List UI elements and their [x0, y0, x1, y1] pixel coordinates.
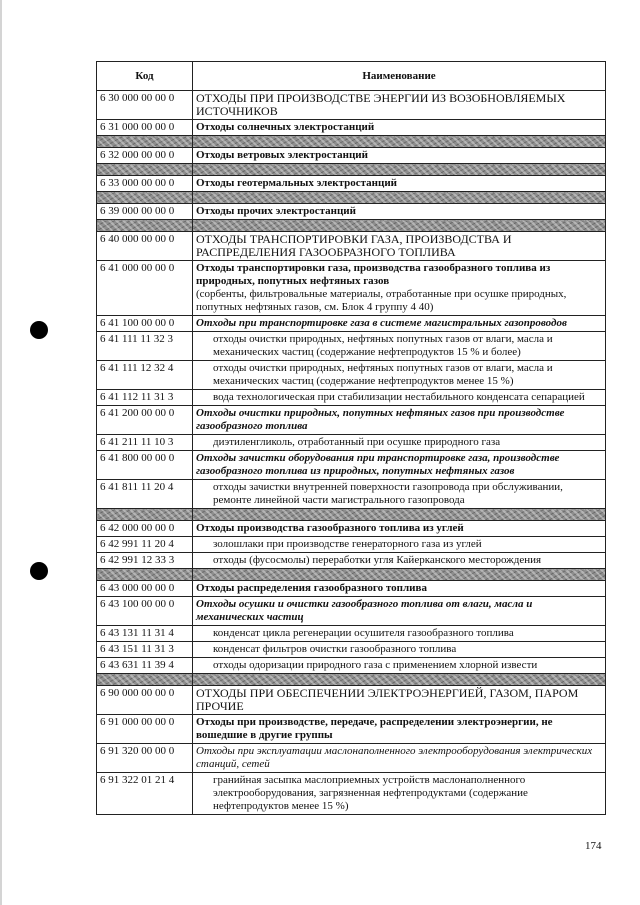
row-name: конденсат цикла регенерации осушителя газообразного топлива — [193, 626, 606, 642]
row-code: 6 91 320 00 00 0 — [97, 744, 193, 773]
table-row — [97, 148, 606, 164]
row-code: 6 31 000 00 00 0 — [97, 120, 193, 136]
table-row — [97, 204, 606, 220]
row-name: Отходы солнечных электростанций — [193, 120, 606, 136]
row-code: 6 41 200 00 00 0 — [97, 406, 193, 435]
shaded-cell — [193, 164, 606, 176]
table-row — [97, 435, 606, 451]
row-name: Отходы при эксплуатации маслонаполненного электрооборудования электрических станций, сетей — [193, 744, 606, 773]
table-row — [97, 521, 606, 537]
row-name: ОТХОДЫ ПРИ ОБЕСПЕЧЕНИИ ЭЛЕКТРОЭНЕРГИЕЙ, ГАЗОМ, ПАРОМ ПРОЧИЕ — [193, 686, 606, 715]
shaded-cell — [97, 136, 193, 148]
table-row — [97, 316, 606, 332]
row-name: ОТХОДЫ ПРИ ПРОИЗВОДСТВЕ ЭНЕРГИИ ИЗ ВОЗОБНОВЛЯЕМЫХ ИСТОЧНИКОВ — [193, 91, 606, 120]
row-name-title: Отходы транспортировки газа, производства газообразного топлива из природных, попутных нефтяных газов — [196, 262, 551, 287]
row-name — [193, 261, 606, 316]
shaded-separator-row — [97, 136, 606, 148]
shaded-separator-row — [97, 164, 606, 176]
row-code: 6 41 111 11 32 3 — [97, 332, 193, 361]
row-name: отходы очистки природных, нефтяных попутных газов от влаги, масла и механических частиц (содержание нефтепродуктов менее 15 %) — [193, 361, 606, 390]
table-row — [97, 597, 606, 626]
row-code: 6 43 100 00 00 0 — [97, 597, 193, 626]
row-code: 6 39 000 00 00 0 — [97, 204, 193, 220]
table-row — [97, 480, 606, 509]
shaded-separator-row — [97, 674, 606, 686]
table-row — [97, 261, 606, 316]
table-row — [97, 332, 606, 361]
shaded-cell — [97, 164, 193, 176]
row-name: ОТХОДЫ ТРАНСПОРТИРОВКИ ГАЗА, ПРОИЗВОДСТВА И РАСПРЕДЕЛЕНИЯ ГАЗООБРАЗНОГО ТОПЛИВА — [193, 232, 606, 261]
row-code: 6 32 000 00 00 0 — [97, 148, 193, 164]
table-row — [97, 91, 606, 120]
row-name: Отходы зачистки оборудования при транспортировке газа, производстве газообразного топлива из природных, попутных нефтяных газов — [193, 451, 606, 480]
row-code: 6 41 800 00 00 0 — [97, 451, 193, 480]
row-code: 6 91 322 01 21 4 — [97, 773, 193, 815]
shaded-cell — [97, 220, 193, 232]
row-code: 6 43 000 00 00 0 — [97, 581, 193, 597]
row-code: 6 41 100 00 00 0 — [97, 316, 193, 332]
row-name: отходы одоризации природного газа с применением хлорной извести — [193, 658, 606, 674]
row-code: 6 41 111 12 32 4 — [97, 361, 193, 390]
row-name: золошлаки при производстве генераторного газа из углей — [193, 537, 606, 553]
table-row — [97, 581, 606, 597]
row-code: 6 40 000 00 00 0 — [97, 232, 193, 261]
table-row — [97, 176, 606, 192]
table-row — [97, 626, 606, 642]
binder-hole-top — [30, 321, 48, 339]
table-row — [97, 773, 606, 815]
row-name: вода технологическая при стабилизации нестабильного конденсата сепарацией — [193, 390, 606, 406]
shaded-cell — [97, 192, 193, 204]
shaded-cell — [193, 509, 606, 521]
table-row — [97, 686, 606, 715]
table-body — [97, 91, 606, 815]
row-name: гранийная засыпка маслоприемных устройств маслонаполненного электрооборудования, загрязненная нефтепродуктами (содержание нефтепродуктов менее 15 %) — [193, 773, 606, 815]
row-code: 6 30 000 00 00 0 — [97, 91, 193, 120]
row-name-note: (сорбенты, фильтровальные материалы, отработанные при осушке природных, попутных нефтяных газов, см. Блок 4 группу 4 40) — [196, 288, 567, 313]
shaded-separator-row — [97, 569, 606, 581]
shaded-cell — [193, 136, 606, 148]
row-name: Отходы распределения газообразного топлива — [193, 581, 606, 597]
table-header-row — [97, 62, 606, 91]
header-code: Код — [97, 62, 193, 91]
row-code: 6 43 131 11 31 4 — [97, 626, 193, 642]
row-name: Отходы очистки природных, попутных нефтяных газов при производстве газообразного топлива — [193, 406, 606, 435]
table-row — [97, 642, 606, 658]
table-row — [97, 232, 606, 261]
shaded-separator-row — [97, 220, 606, 232]
row-name: отходы зачистки внутренней поверхности газопровода при обслуживании, ремонте линейной части магистрального газопровода — [193, 480, 606, 509]
row-code: 6 90 000 00 00 0 — [97, 686, 193, 715]
shaded-cell — [193, 674, 606, 686]
table-row — [97, 537, 606, 553]
table-row — [97, 553, 606, 569]
table-row — [97, 451, 606, 480]
row-code: 6 41 112 11 31 3 — [97, 390, 193, 406]
row-name: конденсат фильтров очистки газообразного топлива — [193, 642, 606, 658]
waste-classification-table — [96, 61, 606, 815]
row-name: Отходы геотермальных электростанций — [193, 176, 606, 192]
table-row — [97, 361, 606, 390]
row-name: Отходы при производстве, передаче, распределении электроэнергии, не вошедшие в другие группы — [193, 715, 606, 744]
table-row — [97, 390, 606, 406]
row-name: отходы очистки природных, нефтяных попутных газов от влаги, масла и механических частиц (содержание нефтепродуктов 15 % и более) — [193, 332, 606, 361]
binder-hole-bottom — [30, 562, 48, 580]
row-code: 6 43 631 11 39 4 — [97, 658, 193, 674]
page-number: 174 — [585, 840, 602, 852]
row-code: 6 41 000 00 00 0 — [97, 261, 193, 316]
shaded-separator-row — [97, 192, 606, 204]
shaded-cell — [97, 509, 193, 521]
shaded-cell — [193, 220, 606, 232]
row-code: 6 42 991 12 33 3 — [97, 553, 193, 569]
table-row — [97, 406, 606, 435]
row-name: Отходы производства газообразного топлива из углей — [193, 521, 606, 537]
row-name: диэтиленгликоль, отработанный при осушке природного газа — [193, 435, 606, 451]
table-row — [97, 658, 606, 674]
table-row — [97, 120, 606, 136]
row-code: 6 41 811 11 20 4 — [97, 480, 193, 509]
table-row — [97, 744, 606, 773]
shaded-cell — [97, 569, 193, 581]
row-code: 6 42 991 11 20 4 — [97, 537, 193, 553]
shaded-cell — [193, 192, 606, 204]
row-name: Отходы при транспортировке газа в системе магистральных газопроводов — [193, 316, 606, 332]
row-code: 6 91 000 00 00 0 — [97, 715, 193, 744]
row-code: 6 42 000 00 00 0 — [97, 521, 193, 537]
row-code: 6 43 151 11 31 3 — [97, 642, 193, 658]
table-row — [97, 715, 606, 744]
shaded-separator-row — [97, 509, 606, 521]
shaded-cell — [97, 674, 193, 686]
row-name: отходы (фусосмолы) переработки угля Кайерканского месторождения — [193, 553, 606, 569]
shaded-cell — [193, 569, 606, 581]
row-code: 6 41 211 11 10 3 — [97, 435, 193, 451]
row-name: Отходы ветровых электростанций — [193, 148, 606, 164]
row-code: 6 33 000 00 00 0 — [97, 176, 193, 192]
row-name: Отходы осушки и очистки газообразного топлива от влаги, масла и механических частиц — [193, 597, 606, 626]
header-name: Наименование — [193, 62, 606, 91]
row-name: Отходы прочих электростанций — [193, 204, 606, 220]
